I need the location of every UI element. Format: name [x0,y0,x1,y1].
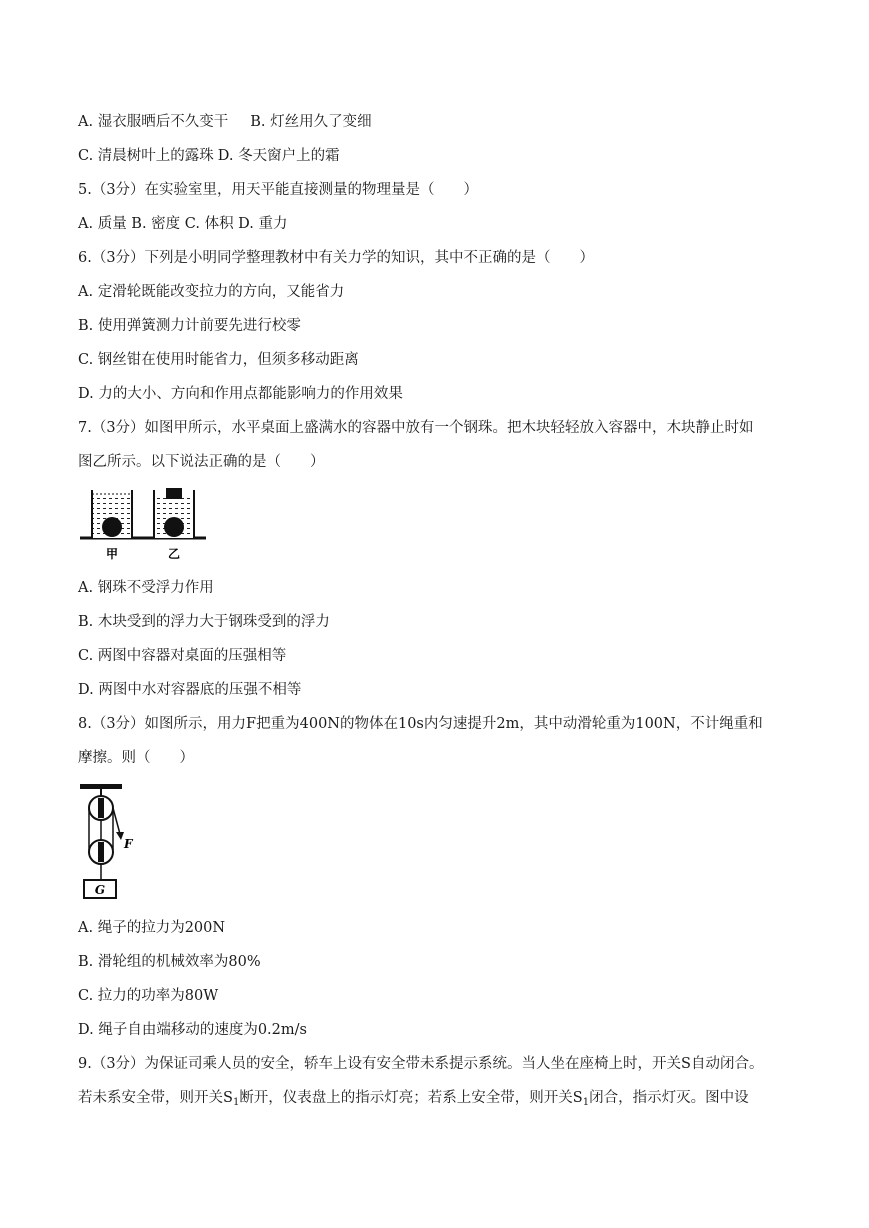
q9-stem-line-2 [78,1088,798,1113]
q4-options-row-2 [78,146,798,166]
q8-stem-line-2: 摩擦。则（ ） [78,750,194,766]
q4-option-a: A. 湿衣服晒后不久变干 [78,114,229,130]
steel-ball-1 [102,517,122,537]
q6-option-a: A. 定滑轮既能改变拉力的方向，又能省力 [78,284,345,300]
q6-option-b: B. 使用弹簧测力计前要先进行校零 [78,318,301,334]
q4-option-d: D. 冬天窗户上的霜 [217,148,340,164]
q4-option-c: C. 清晨树叶上的露珠 [78,148,214,164]
fig-label-jia: 甲 [105,547,119,561]
q6-option-d: D. 力的大小、方向和作用点都能影响力的作用效果 [78,386,403,402]
q9-subscript-1: 1 [232,1097,240,1108]
q9-subscript-2: 1 [582,1097,590,1108]
q8-option-c: C. 拉力的功率为80W [78,988,219,1004]
q6-option-c: C. 钢丝钳在使用时能省力，但须多移动距离 [78,352,359,368]
ceiling [80,784,122,789]
q7-figure-svg [78,486,208,564]
q7-figure [78,486,208,564]
q7-stem-line-2: 图乙所示。以下说法正确的是（ ） [78,454,325,470]
q7-option-c: C. 两图中容器对桌面的压强相等 [78,648,287,664]
q4-options-row-1 [78,112,798,132]
fig-label-yi: 乙 [167,547,181,561]
force-label: F [124,837,133,851]
force-arrow [116,832,124,840]
container-jia [92,490,132,538]
q7-option-a: A. 钢珠不受浮力作用 [78,580,214,596]
q8-stem-line-1: 8.（3分）如图所示，用力F把重为400N的物体在10s内匀速提升2m，其中动滑轮重为100N，不计绳重和 [78,716,763,732]
wood-block [166,488,182,499]
q9-text-part-3: 闭合，指示灯灭。图中设 [589,1090,749,1106]
q8-option-a: A. 绳子的拉力为200N [78,920,226,936]
q9-stem-line-1: 9.（3分）为保证司乘人员的安全，轿车上设有安全带未系提示系统。当人坐在座椅上时，开关S自动闭合。 [78,1056,764,1072]
q6-stem: 6.（3分）下列是小明同学整理教材中有关力学的知识，其中不正确的是（ ） [78,250,595,266]
q5-stem: 5.（3分）在实验室里，用天平能直接测量的物理量是（ ） [78,182,479,198]
q4-option-b: B. 灯丝用久了变细 [250,114,372,130]
q5-options: A. 质量 B. 密度 C. 体积 D. 重力 [78,216,288,232]
q8-option-d: D. 绳子自由端移动的速度为0.2m/s [78,1022,307,1038]
q8-pulley-svg [78,782,138,902]
q7-option-d: D. 两图中水对容器底的压强不相等 [78,682,302,698]
q9-text-part-1: 若未系安全带，则开关S [78,1090,233,1106]
q8-pulley-figure [78,782,138,902]
steel-ball-2 [164,517,184,537]
q7-stem-line-1: 7.（3分）如图甲所示，水平桌面上盛满水的容器中放有一个钢珠。把木块轻轻放入容器中，木块静止时如 [78,420,754,436]
weight-label: G [94,883,106,897]
container-yi [154,488,194,538]
q8-option-b: B. 滑轮组的机械效率为80% [78,954,261,970]
q9-text-part-2: 断开，仪表盘上的指示灯亮；若系上安全带，则开关S [239,1090,583,1106]
q7-option-b: B. 木块受到的浮力大于钢珠受到的浮力 [78,614,330,630]
